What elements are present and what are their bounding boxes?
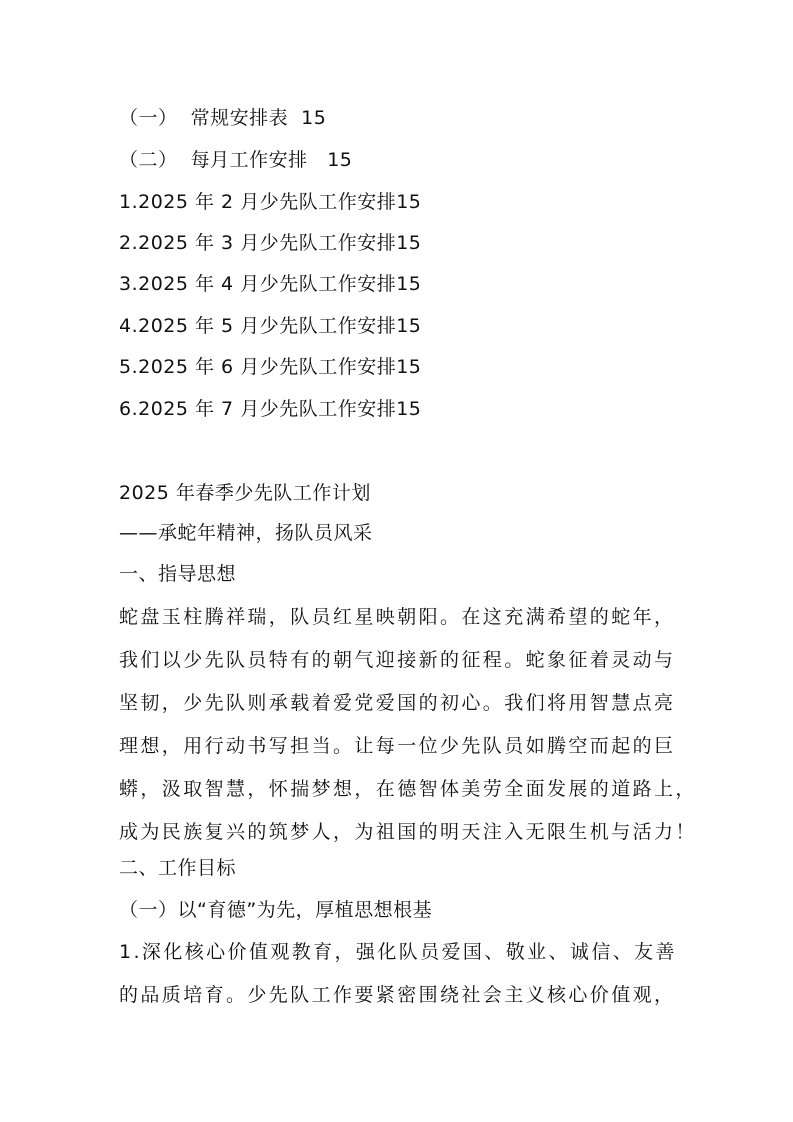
document-title: 2025 年春季少先队工作计划 [119,482,371,504]
paragraph-line: 蛇盘玉柱腾祥瑞，队员红星映朝阳。在这充满希望的蛇年， [119,606,676,628]
toc-item: 3.2025 年 4 月少先队工作安排15 [119,273,422,295]
toc-item: 4.2025 年 5 月少先队工作安排15 [119,315,422,337]
toc-item: （一） 常规安排表 15 [119,107,327,129]
section-heading: 一、指导思想 [119,563,237,585]
paragraph-line: 成为民族复兴的筑梦人，为祖国的明天注入无限生机与活力！ [119,821,697,843]
paragraph-line: 的品质培育。少先队工作要紧密围绕社会主义核心价值观， [119,984,676,1006]
toc-item: 5.2025 年 6 月少先队工作安排15 [119,356,422,378]
toc-item: （二） 每月工作安排 15 [119,149,353,171]
paragraph-line: 1.深化核心价值观教育，强化队员爱国、敬业、诚信、友善 [119,941,677,963]
paragraph-line: 我们以少先队员特有的朝气迎接新的征程。蛇象征着灵动与 [119,649,676,671]
subsection-heading: （一）以“育德”为先，厚植思想根基 [119,899,433,921]
paragraph-line: 坚韧，少先队则承载着爱党爱国的初心。我们将用智慧点亮 [119,692,676,714]
paragraph-line: 蟒，汲取智慧，怀揣梦想，在德智体美劳全面发展的道路上， [119,778,697,800]
document-subtitle: ——承蛇年精神，扬队员风采 [119,522,373,544]
toc-item: 6.2025 年 7 月少先队工作安排15 [119,398,422,420]
toc-item: 2.2025 年 3 月少先队工作安排15 [119,232,422,254]
toc-item: 1.2025 年 2 月少先队工作安排15 [119,191,422,213]
section-heading: 二、工作目标 [119,857,237,879]
paragraph-line: 理想，用行动书写担当。让每一位少先队员如腾空而起的巨 [119,735,676,757]
